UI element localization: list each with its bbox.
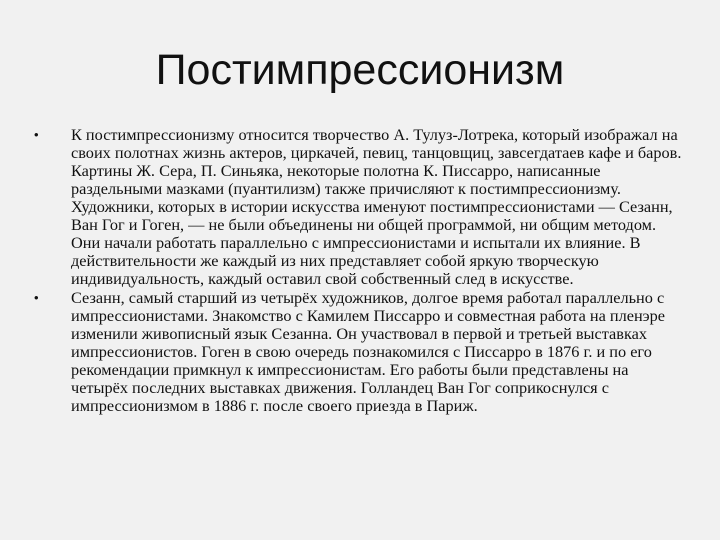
bullet-icon: • [34, 127, 39, 142]
bullet-text: К постимпрессионизму относится творчество А. Тулуз-Лотрека, который изображал на своих полотнах жизнь актеров, циркачей, певиц, танцовщиц, завсегдатаев кафе и баров. Картины Ж. Сера, П. Синьяка, некоторые полотна К. Писсарро, написанные раздельными мазками (пуантилизм) также причисляют к постимпрессионизму. Художники, которых в истории искусства именуют постимпрессионистами — Сезанн, Ван Гог и Гоген, — не были объединены ни общей программой, ни общим методом. Они начали работать параллельно с импрессионистами и испытали их влияние. В действительности же каждый из них представляет собой яркую творческую индивидуальность, каждый оставил свой собственный след в искусстве. [71, 125, 682, 288]
slide-title: Постимпрессионизм [155, 46, 565, 94]
bullet-text: Сезанн, самый старший из четырёх художников, долгое время работал параллельно с импрессионистами. Знакомство с Камилем Писсарро и совместная работа на пленэре изменили живописный язык Сезанна. Он участвовал в первой и третьей выставках импрессионистов. Гоген в свою очередь познакомился с Писсарро в 1876 г. и по его рекомендации примкнул к импрессионистам. Его работы были представлены на четырёх последних выставках движения. Голландец Ван Гог соприкоснулся с импрессионизмом в 1886 г. после своего приезда в Париж. [71, 288, 666, 415]
bullet-item [34, 289, 686, 415]
bullet-list [34, 126, 686, 416]
bullet-icon: • [34, 290, 39, 305]
bullet-item [34, 126, 686, 288]
